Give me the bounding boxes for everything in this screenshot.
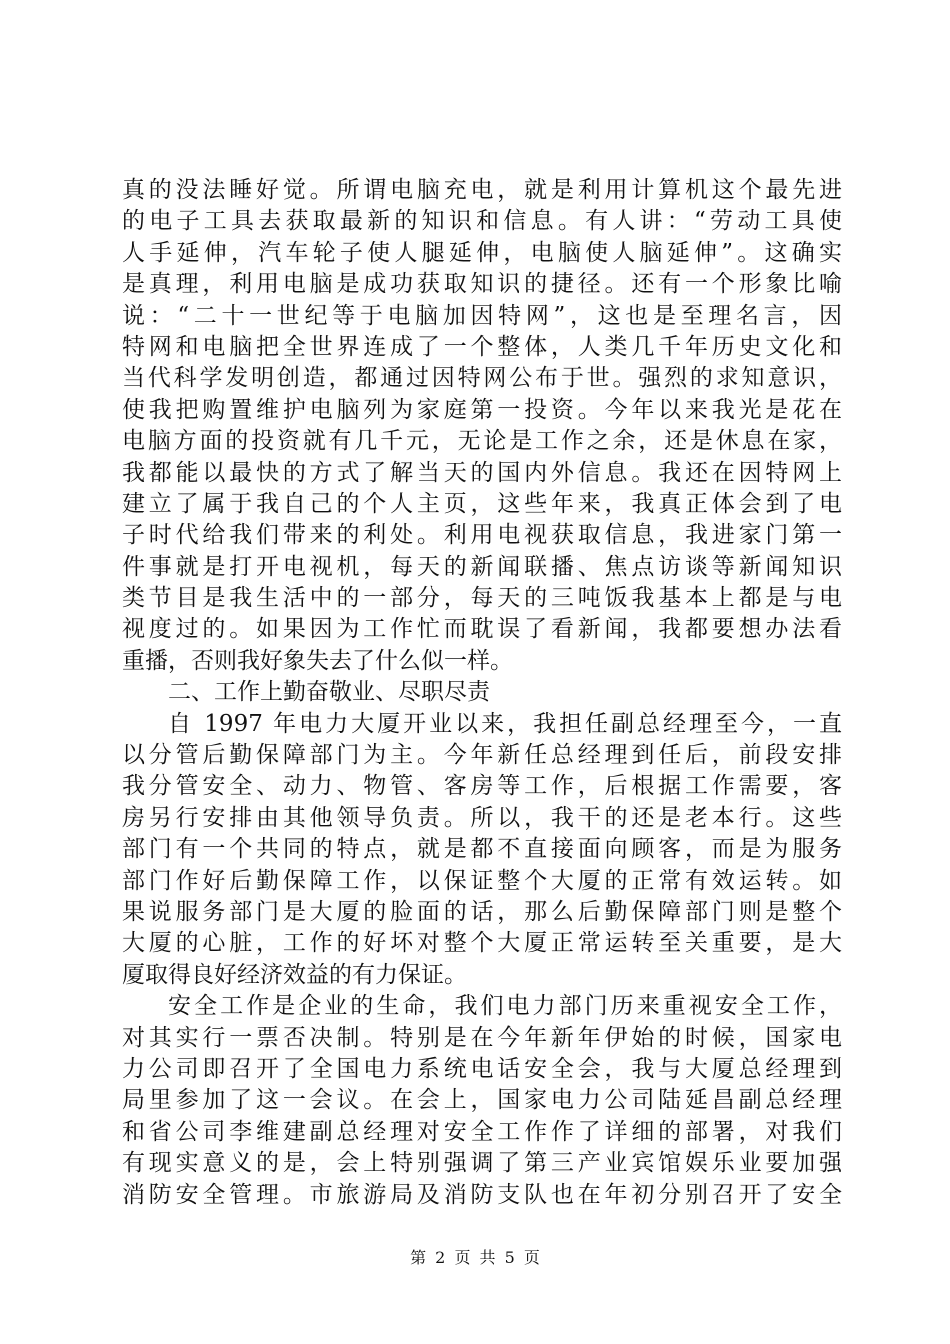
text-line: 使我把购置维护电脑列为家庭第一投资。今年以来我光是花在 xyxy=(122,396,842,423)
text-line: 对其实行一票否决制。特别是在今年新年伊始的时候，国家电 xyxy=(122,1024,842,1051)
text-line: 以分管后勤保障部门为主。今年新任总经理到任后，前段安排 xyxy=(122,742,842,769)
text-line: 视度过的。如果因为工作忙而耽误了看新闻，我都要想办法看 xyxy=(122,616,842,643)
paragraph xyxy=(122,709,842,992)
text-line: 和省公司李维建副总经理对安全工作作了详细的部署，对我们 xyxy=(122,1118,842,1145)
text-line: 部门有一个共同的特点，就是都不直接面向顾客，而是为服务 xyxy=(122,836,842,863)
text-line: 安全工作是企业的生命，我们电力部门历来重视安全工作， xyxy=(168,993,842,1020)
text-line: 特网和电脑把全世界连成了一个整体，人类几千年历史文化和 xyxy=(122,333,842,360)
text-line: 类节目是我生活中的一部分，每天的三吨饭我基本上都是与电 xyxy=(122,585,842,612)
text-line: 人手延伸，汽车轮子使人腿延伸，电脑使人脑延伸”。这确实 xyxy=(122,239,842,266)
text-line: 部门作好后勤保障工作，以保证整个大厦的正常有效运转。如 xyxy=(122,867,842,894)
document-body xyxy=(122,175,842,1211)
text-line: 电脑方面的投资就有几千元，无论是工作之余，还是休息在家， xyxy=(122,428,842,455)
text-line: 厦取得良好经济效益的有力保证。 xyxy=(122,961,467,988)
text-line: 二、工作上勤奋敬业、尽职尽责 xyxy=(168,679,490,706)
text-line: 子时代给我们带来的利处。利用电视获取信息，我进家门第一 xyxy=(122,522,842,549)
text-line: 力公司即召开了全国电力系统电话安全会，我与大厦总经理到 xyxy=(122,1055,842,1082)
paragraph xyxy=(122,175,842,677)
text-line: 自 1997 年电力大厦开业以来，我担任副总经理至今，一直 xyxy=(168,710,842,737)
text-line: 真的没法睡好觉。所谓电脑充电，就是利用计算机这个最先进 xyxy=(122,177,842,203)
text-line: 是真理，利用电脑是成功获取知识的捷径。还有一个形象比喻 xyxy=(122,271,842,298)
section-heading xyxy=(122,677,842,708)
text-line: 重播，否则我好象失去了什么似一样。 xyxy=(122,647,513,674)
page-footer: 第 2 页 共 5 页 xyxy=(410,1248,540,1267)
text-line: 说：“二十一世纪等于电脑加因特网”，这也是至理名言，因 xyxy=(122,302,842,329)
text-line: 有现实意义的是，会上特别强调了第三产业宾馆娱乐业要加强 xyxy=(122,1150,842,1177)
text-line: 件事就是打开电视机，每天的新闻联播、焦点访谈等新闻知识 xyxy=(122,553,842,580)
text-line: 我分管安全、动力、物管、客房等工作，后根据工作需要，客 xyxy=(122,773,842,800)
text-line: 建立了属于我自己的个人主页，这些年来，我真正体会到了电 xyxy=(122,490,842,517)
text-line: 大厦的心脏，工作的好坏对整个大厦正常运转至关重要，是大 xyxy=(122,930,842,957)
text-line: 当代科学发明创造，都通过因特网公布于世。强烈的求知意识， xyxy=(122,365,842,392)
paragraph xyxy=(122,991,842,1211)
text-line: 我都能以最快的方式了解当天的国内外信息。我还在因特网上 xyxy=(122,459,842,486)
text-line: 的电子工具去获取最新的知识和信息。有人讲：“劳动工具使 xyxy=(122,208,842,235)
text-line: 消防安全管理。市旅游局及消防支队也在年初分别召开了安全 xyxy=(122,1181,842,1208)
text-line: 局里参加了这一会议。在会上，国家电力公司陆延昌副总经理 xyxy=(122,1087,842,1114)
text-line: 房另行安排由其他领导负责。所以，我干的还是老本行。这些 xyxy=(122,804,842,831)
text-line: 果说服务部门是大厦的脸面的话，那么后勤保障部门则是整个 xyxy=(122,898,842,925)
